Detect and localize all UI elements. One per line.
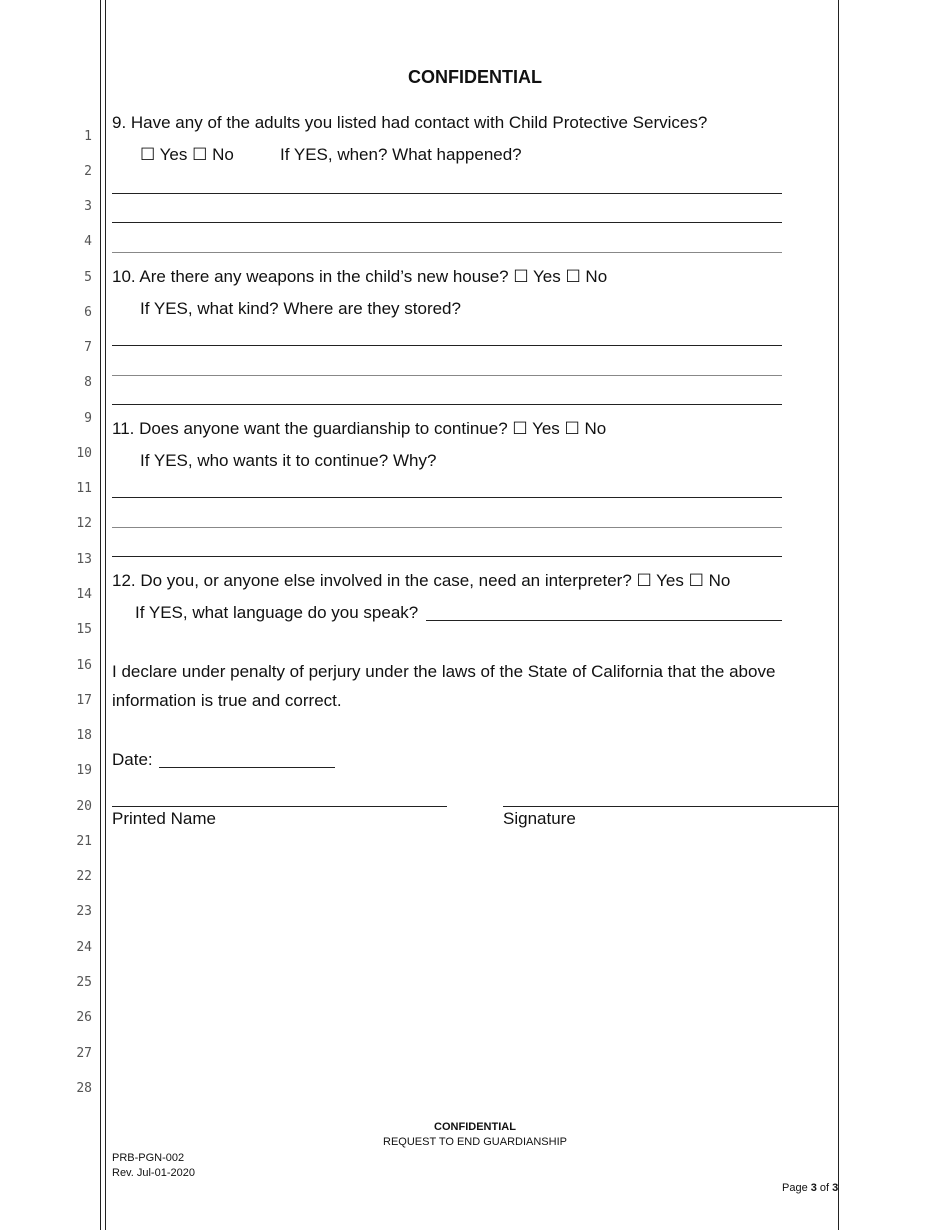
question-10-text: 10. Are there any weapons in the child’s new house? ☐ Yes ☐ No: [112, 267, 608, 286]
question-12-followup: If YES, what language do you speak?: [135, 603, 419, 622]
line-number: 19: [76, 763, 92, 778]
page-title: CONFIDENTIAL: [408, 67, 542, 87]
printed-name-field[interactable]: [112, 805, 447, 807]
margin-line-left-outer: [100, 0, 101, 1230]
margin-line-right: [838, 0, 839, 1230]
question-11-text: 11. Does anyone want the guardianship to continue? ☐ Yes ☐ No: [112, 419, 607, 438]
line-number: 27: [76, 1046, 92, 1061]
line-number: 12: [76, 516, 92, 531]
answer-line[interactable]: [112, 222, 782, 223]
date-label: Date:: [112, 750, 153, 769]
footer-form-title: REQUEST TO END GUARDIANSHIP: [383, 1136, 567, 1148]
answer-line[interactable]: [112, 497, 782, 498]
question-9-text: 9. Have any of the adults you listed had contact with Child Protective Services?: [112, 113, 708, 132]
line-number: 5: [84, 270, 92, 285]
answer-line[interactable]: [112, 527, 782, 528]
line-number: 20: [76, 799, 92, 814]
page-number: [782, 1182, 838, 1194]
line-number: 3: [84, 199, 92, 214]
printed-name-label: Printed Name: [112, 809, 216, 828]
line-number: 1: [84, 129, 92, 144]
line-number: 10: [76, 446, 92, 461]
answer-line[interactable]: [112, 556, 782, 557]
line-number: 15: [76, 622, 92, 637]
line-number: 16: [76, 658, 92, 673]
line-number: 9: [84, 411, 92, 426]
date-field[interactable]: [159, 766, 335, 768]
declaration-line-1: I declare under penalty of perjury under the laws of the State of California that the above: [112, 662, 776, 681]
answer-line[interactable]: [112, 404, 782, 405]
line-number: 22: [76, 869, 92, 884]
line-number: 21: [76, 834, 92, 849]
line-number: 4: [84, 234, 92, 249]
question-10-followup: If YES, what kind? Where are they stored?: [140, 299, 461, 318]
line-number: 23: [76, 904, 92, 919]
line-number: 17: [76, 693, 92, 708]
page-total: 3: [832, 1182, 839, 1194]
page-current: 3: [810, 1182, 817, 1194]
page-prefix: Page: [782, 1182, 811, 1194]
question-9-options[interactable]: ☐ Yes ☐ No: [140, 145, 234, 164]
margin-line-left-inner: [105, 0, 106, 1230]
page-of: of: [816, 1182, 833, 1194]
line-number: 14: [76, 587, 92, 602]
line-number: 25: [76, 975, 92, 990]
declaration-line-2: information is true and correct.: [112, 691, 342, 710]
language-field[interactable]: [426, 619, 782, 621]
line-number: 18: [76, 728, 92, 743]
line-number: 26: [76, 1010, 92, 1025]
answer-line[interactable]: [112, 193, 782, 194]
signature-field[interactable]: [503, 805, 838, 807]
line-number: 8: [84, 375, 92, 390]
question-12-text: 12. Do you, or anyone else involved in the case, need an interpreter? ☐ Yes ☐ No: [112, 571, 731, 590]
answer-line[interactable]: [112, 345, 782, 346]
signature-label: Signature: [503, 809, 576, 828]
line-number: 13: [76, 552, 92, 567]
line-number: 7: [84, 340, 92, 355]
line-number: 28: [76, 1081, 92, 1096]
question-11-followup: If YES, who wants it to continue? Why?: [140, 451, 437, 470]
answer-line[interactable]: [112, 252, 782, 253]
line-number: 6: [84, 305, 92, 320]
footer-confidential: CONFIDENTIAL: [434, 1121, 516, 1133]
line-number: 2: [84, 164, 92, 179]
footer-revision: Rev. Jul-01-2020: [112, 1167, 195, 1179]
question-9-followup: If YES, when? What happened?: [280, 145, 522, 164]
line-number: 11: [76, 481, 92, 496]
answer-line[interactable]: [112, 375, 782, 376]
footer-form-code: PRB-PGN-002: [112, 1152, 185, 1164]
line-number: 24: [76, 940, 92, 955]
